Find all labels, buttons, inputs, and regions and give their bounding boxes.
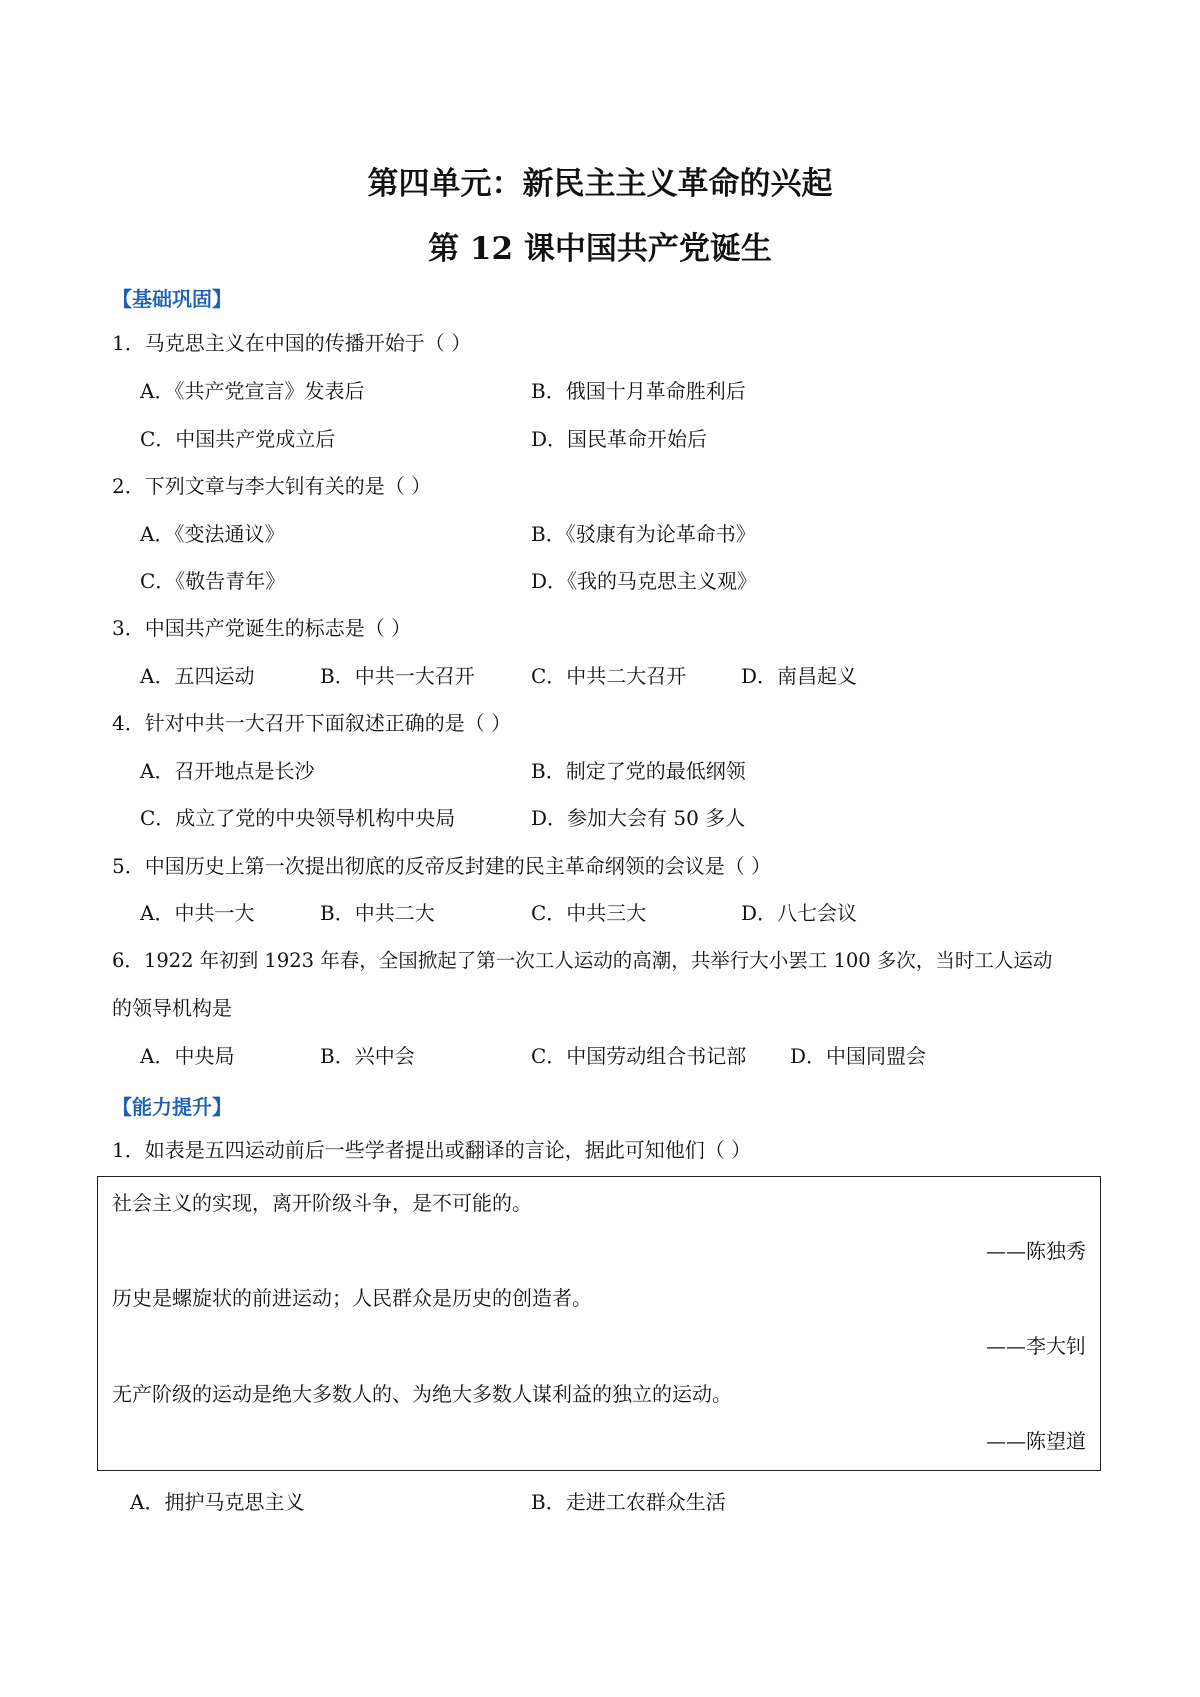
question-1-option-a: A．《共产党宣言》发表后: [140, 379, 365, 403]
question-4-option-b: B．制定了党的最低纲领: [531, 759, 746, 783]
question-4-option-c: C．成立了党的中央领导机构中央局: [140, 806, 456, 830]
question-3-option-b: B．中共一大召开: [320, 664, 475, 688]
question-4-option-a: A．召开地点是长沙: [140, 759, 315, 783]
question-2-option-d: D．《我的马克思主义观》: [531, 569, 758, 593]
section-heading-basic: 【基础巩固】: [112, 287, 232, 311]
quote-2-author: ——李大钊: [986, 1334, 1086, 1358]
quote-1-author: ——陈独秀: [986, 1239, 1086, 1263]
unit-title: 第四单元：新民主主义革命的兴起: [367, 166, 833, 202]
question-6-option-c: C．中国劳动组合书记部: [531, 1044, 747, 1068]
question-1-option-d: D．国民革命开始后: [531, 427, 708, 451]
question-2-stem: 2．下列文章与李大钊有关的是（ ）: [112, 474, 432, 498]
question-4-stem: 4．针对中共一大召开下面叙述正确的是（ ）: [112, 711, 512, 735]
question-6-stem-line-1: 6．1922 年初到 1923 年春，全国掀起了第一次工人运动的高潮，共举行大小罢工 100 多次，当时工人运动: [112, 949, 1053, 972]
question-5-option-a: A．中共一大: [140, 901, 255, 925]
question-5-option-d: D．八七会议: [741, 901, 858, 925]
quote-3-text: 无产阶级的运动是绝大多数人的、为绝大多数人谋利益的独立的运动。: [112, 1382, 732, 1406]
question-1-stem: 1．马克思主义在中国的传播开始于（ ）: [112, 331, 472, 355]
question-3-option-a: A．五四运动: [140, 664, 255, 688]
advanced-question-1-option-a: A．拥护马克思主义: [130, 1490, 305, 1514]
question-3-option-c: C．中共二大召开: [531, 664, 687, 688]
quote-3-author: ——陈望道: [986, 1429, 1086, 1453]
question-3-option-d: D．南昌起义: [741, 664, 858, 688]
question-6-option-a: A．中央局: [140, 1044, 235, 1068]
question-2-option-b: B．《驳康有为论革命书》: [531, 522, 756, 546]
advanced-question-1-stem: 1．如表是五四运动前后一些学者提出或翻译的言论，据此可知他们（ ）: [112, 1138, 752, 1162]
question-3-stem: 3．中国共产党诞生的标志是（ ）: [112, 616, 412, 640]
quote-table: [97, 1176, 1101, 1471]
question-6-option-b: B．兴中会: [320, 1044, 415, 1068]
question-4-option-d: D．参加大会有 50 多人: [531, 806, 746, 830]
question-5-option-c: C．中共三大: [531, 901, 647, 925]
quote-1-text: 社会主义的实现，离开阶级斗争，是不可能的。: [112, 1191, 532, 1215]
advanced-question-1-option-b: B．走进工农群众生活: [531, 1490, 726, 1514]
question-5-option-b: B．中共二大: [320, 901, 435, 925]
section-heading-advanced: 【能力提升】: [112, 1095, 232, 1119]
question-2-option-a: A．《变法通议》: [140, 522, 285, 546]
question-5-stem: 5．中国历史上第一次提出彻底的反帝反封建的民主革命纲领的会议是（ ）: [112, 854, 772, 878]
lesson-title: 第 12 课中国共产党诞生: [428, 231, 772, 267]
question-6-stem-line-2: 的领导机构是: [112, 996, 232, 1020]
question-6-option-d: D．中国同盟会: [790, 1044, 927, 1068]
question-1-option-c: C．中国共产党成立后: [140, 427, 336, 451]
question-1-option-b: B．俄国十月革命胜利后: [531, 379, 746, 403]
question-2-option-c: C．《敬告青年》: [140, 569, 286, 593]
quote-2-text: 历史是螺旋状的前进运动；人民群众是历史的创造者。: [112, 1286, 592, 1310]
